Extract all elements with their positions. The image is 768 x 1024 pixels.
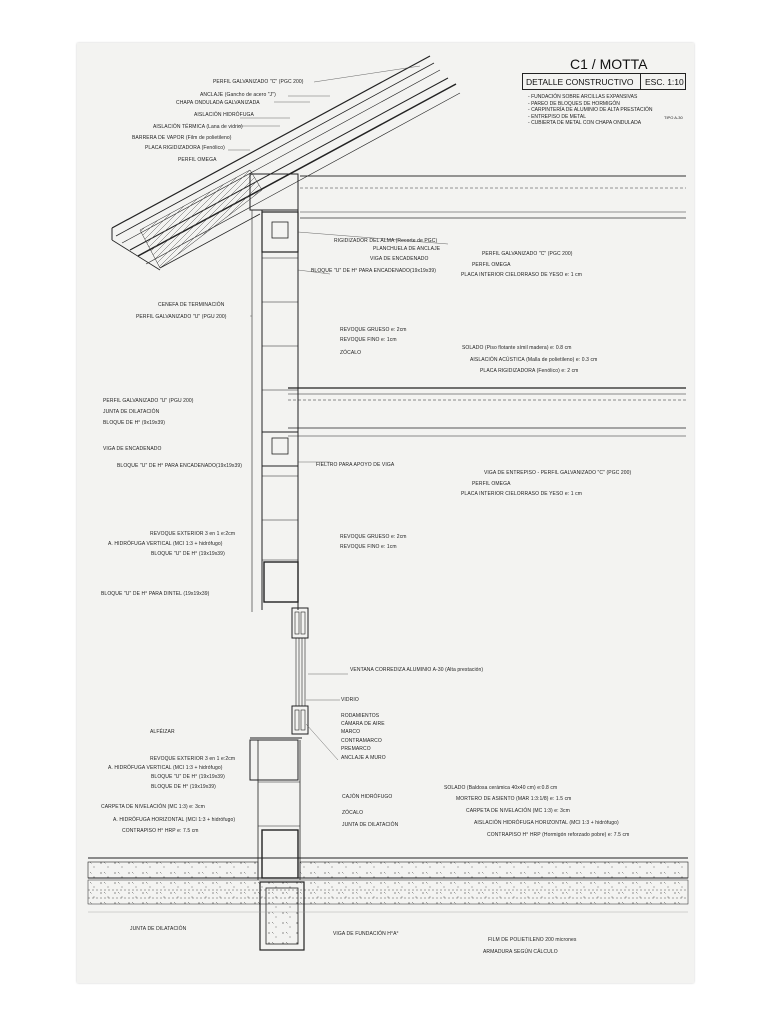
mid-left-label: JUNTA DE DILATACIÓN (103, 409, 160, 415)
upper-label: VIGA DE ENCADENADO (370, 256, 429, 262)
roof-label: ANCLAJE (Gancho de acero "J") (200, 92, 276, 98)
cenefa-label: CENEFA DE TERMINACIÓN (158, 302, 225, 308)
entrepiso-label: VIGA DE ENTREPISO - PERFIL GALVANIZADO "C" (PGC 200) (484, 470, 632, 476)
window-part-label: MARCO (341, 729, 361, 735)
roof-beam (300, 176, 686, 218)
window-part-label: CÁMARA DE AIRE (341, 721, 385, 727)
project-title: C1 / MOTTA (570, 56, 648, 72)
film-label: ARMADURA SEGÚN CÁLCULO (483, 949, 558, 955)
viga-enc-label: VIGA DE ENCADENADO (103, 446, 162, 452)
window-section (292, 608, 308, 734)
note-item: - CUBIERTA DE METAL CON CHAPA ONDULADA (528, 120, 652, 127)
revoque2-label: REVOQUE GRUESO e: 2cm (340, 534, 407, 540)
revoque-ext-label: A. HIDRÓFUGA VERTICAL (MCI 1:3 + hidrófugo) (108, 541, 223, 547)
cajon-label: ZÓCALO (342, 810, 364, 816)
title-divider (640, 73, 641, 90)
ceiling-label: PERFIL GALVANIZADO "C" (PGC 200) (482, 251, 573, 257)
viga-fund-label: VIGA DE FUNDACIÓN H°A° (333, 931, 399, 937)
mid-left-label: PERFIL GALVANIZADO "U" (PGU 200) (103, 398, 194, 404)
revoque-label: REVOQUE FINO e: 1cm (340, 337, 397, 343)
entrepiso-label: PERFIL OMEGA (472, 481, 511, 487)
solado2-label: CARPETA DE NIVELACIÓN (MC 1:3) e: 3cm (466, 808, 570, 814)
roof-label: BARRERA DE VAPOR (Film de polietileno) (132, 135, 232, 141)
solado2-label: MORTERO DE ASIENTO (MAR 1:3:1/8) e: 1.5 cm (456, 796, 572, 802)
film-label: FILM DE POLIETILENO 200 micrones (488, 937, 577, 943)
notes-list (528, 94, 652, 127)
ceiling-label: PERFIL OMEGA (472, 262, 511, 268)
solado-label: AISLACIÓN ACÚSTICA (Malla de polietileno) e: 0.3 cm (470, 357, 598, 363)
note-item: - CARPINTERÍA DE ALUMINIO DE ALTA PRESTACIÓN (528, 107, 652, 114)
solado2-label: SOLADO (Baldosa cerámica 40x40 cm) e:0.8 cm (444, 785, 558, 791)
wall-upper (250, 174, 298, 612)
ventana-label: VENTANA CORREDIZA ALUMINIO A-30 (Alta prestación) (350, 667, 484, 673)
tipo-label: TIPO A-30 (664, 115, 683, 120)
revoque-label: ZÓCALO (340, 350, 362, 356)
cajon-label: JUNTA DE DILATACIÓN (342, 822, 399, 828)
window-part-label: CONTRAMARCO (341, 738, 382, 744)
carpeta-label: CARPETA DE NIVELACIÓN (MC 1:3) e: 3cm (101, 804, 205, 810)
alfeizar-label: ALFÉIZAR (150, 729, 175, 735)
roof-label: AISLACIÓN HIDRÓFUGA (194, 112, 254, 118)
revoque-ext-label: REVOQUE EXTERIOR 3 en 1 e:2cm (150, 531, 236, 537)
roof-label: PERFIL GALVANIZADO "C" (PGC 200) (213, 79, 304, 85)
mid-left-label: BLOQUE DE H° (9x19x39) (103, 420, 165, 426)
ceiling-label: PLACA INTERIOR CIELORRASO DE YESO e: 1 cm (461, 272, 582, 278)
window-part-label: ANCLAJE A MURO (341, 755, 386, 761)
revoque-ext2-label: BLOQUE "U" DE H° (19x19x39) (151, 774, 225, 780)
viga-enc-label: BLOQUE "U" DE H° PARA ENCADENADO(19x19x39) (117, 463, 242, 469)
cajon-label: CAJÓN HIDRÓFUGO (342, 794, 393, 800)
solado2-label: CONTRAPISO H° HRP (Hormigón reforzado pobre) e: 7.5 cm (487, 832, 630, 838)
entrepiso-label: PLACA INTERIOR CIELORRASO DE YESO e: 1 cm (461, 491, 582, 497)
fieltro-label: FIELTRO PARA APOYO DE VIGA (316, 462, 395, 468)
leader-lines (228, 66, 448, 760)
revoque2-label: REVOQUE FINO e: 1cm (340, 544, 397, 550)
solado2-label: AISLACIÓN HIDRÓFUGA HORIZONTAL (MCI 1:3 + hidrófugo) (474, 820, 619, 826)
upper-label: BLOQUE "U" DE H° PARA ENCADENADO(19x19x39) (311, 268, 436, 274)
revoque-ext2-label: REVOQUE EXTERIOR 3 en 1 e:2cm (150, 756, 236, 762)
revoque-label: REVOQUE GRUESO e: 2cm (340, 327, 407, 333)
solado-label: PLACA RIGIDIZADORA (Fenólico) e: 2 cm (480, 368, 579, 374)
cenefa-label: PERFIL GALVANIZADO "U" (PGU 200) (136, 314, 227, 320)
roof-label: CHAPA ONDULADA GALVANIZADA (176, 100, 260, 106)
dintel-label: BLOQUE "U" DE H° PARA DINTEL (19x19x39) (101, 591, 210, 597)
revoque-ext2-label: A. HIDRÓFUGA VERTICAL (MCI 1:3 + hidrófugo) (108, 765, 223, 771)
carpeta-label: A. HIDRÓFUGA HORIZONTAL (MCI 1:3 + hidrófugo) (113, 817, 236, 823)
drawing-scale: ESC. 1:10 (645, 77, 684, 87)
roof-label: PERFIL OMEGA (178, 157, 217, 163)
wall-lower (250, 738, 302, 880)
roof-label: AISLACIÓN TÉRMICA (Lana de vidrio) (153, 124, 243, 130)
junta-bottom-label: JUNTA DE DILATACIÓN (130, 926, 187, 932)
note-item: - PAREO DE BLOQUES DE HORMIGÓN (528, 101, 652, 108)
note-item: - FUNDACIÓN SOBRE ARCILLAS EXPANSIVAS (528, 94, 652, 101)
roof-label: PLACA RIGIDIZADORA (Fenólico) (145, 145, 225, 151)
window-part-label: RODAMIENTOS (341, 713, 380, 719)
carpeta-label: CONTRAPISO H° HRP e: 7.5 cm (122, 828, 199, 834)
window-part-label: PREMARCO (341, 746, 371, 752)
revoque-ext2-label: BLOQUE DE H° (19x19x39) (151, 784, 216, 790)
upper-label: PLANCHUELA DE ANCLAJE (373, 246, 441, 252)
solado-label: SOLADO (Piso flotante símil madera) e: 0.8 cm (462, 345, 572, 351)
drawing-subtitle: DETALLE CONSTRUCTIVO (526, 77, 634, 87)
upper-label: RIGIDIZADOR DEL ALMA (Recorte de PGC) (334, 238, 438, 244)
window-part-label: VIDRIO (341, 697, 359, 703)
revoque-ext-label: BLOQUE "U" DE H° (19x19x39) (151, 551, 225, 557)
note-item: - ENTREPISO DE METAL (528, 114, 652, 121)
